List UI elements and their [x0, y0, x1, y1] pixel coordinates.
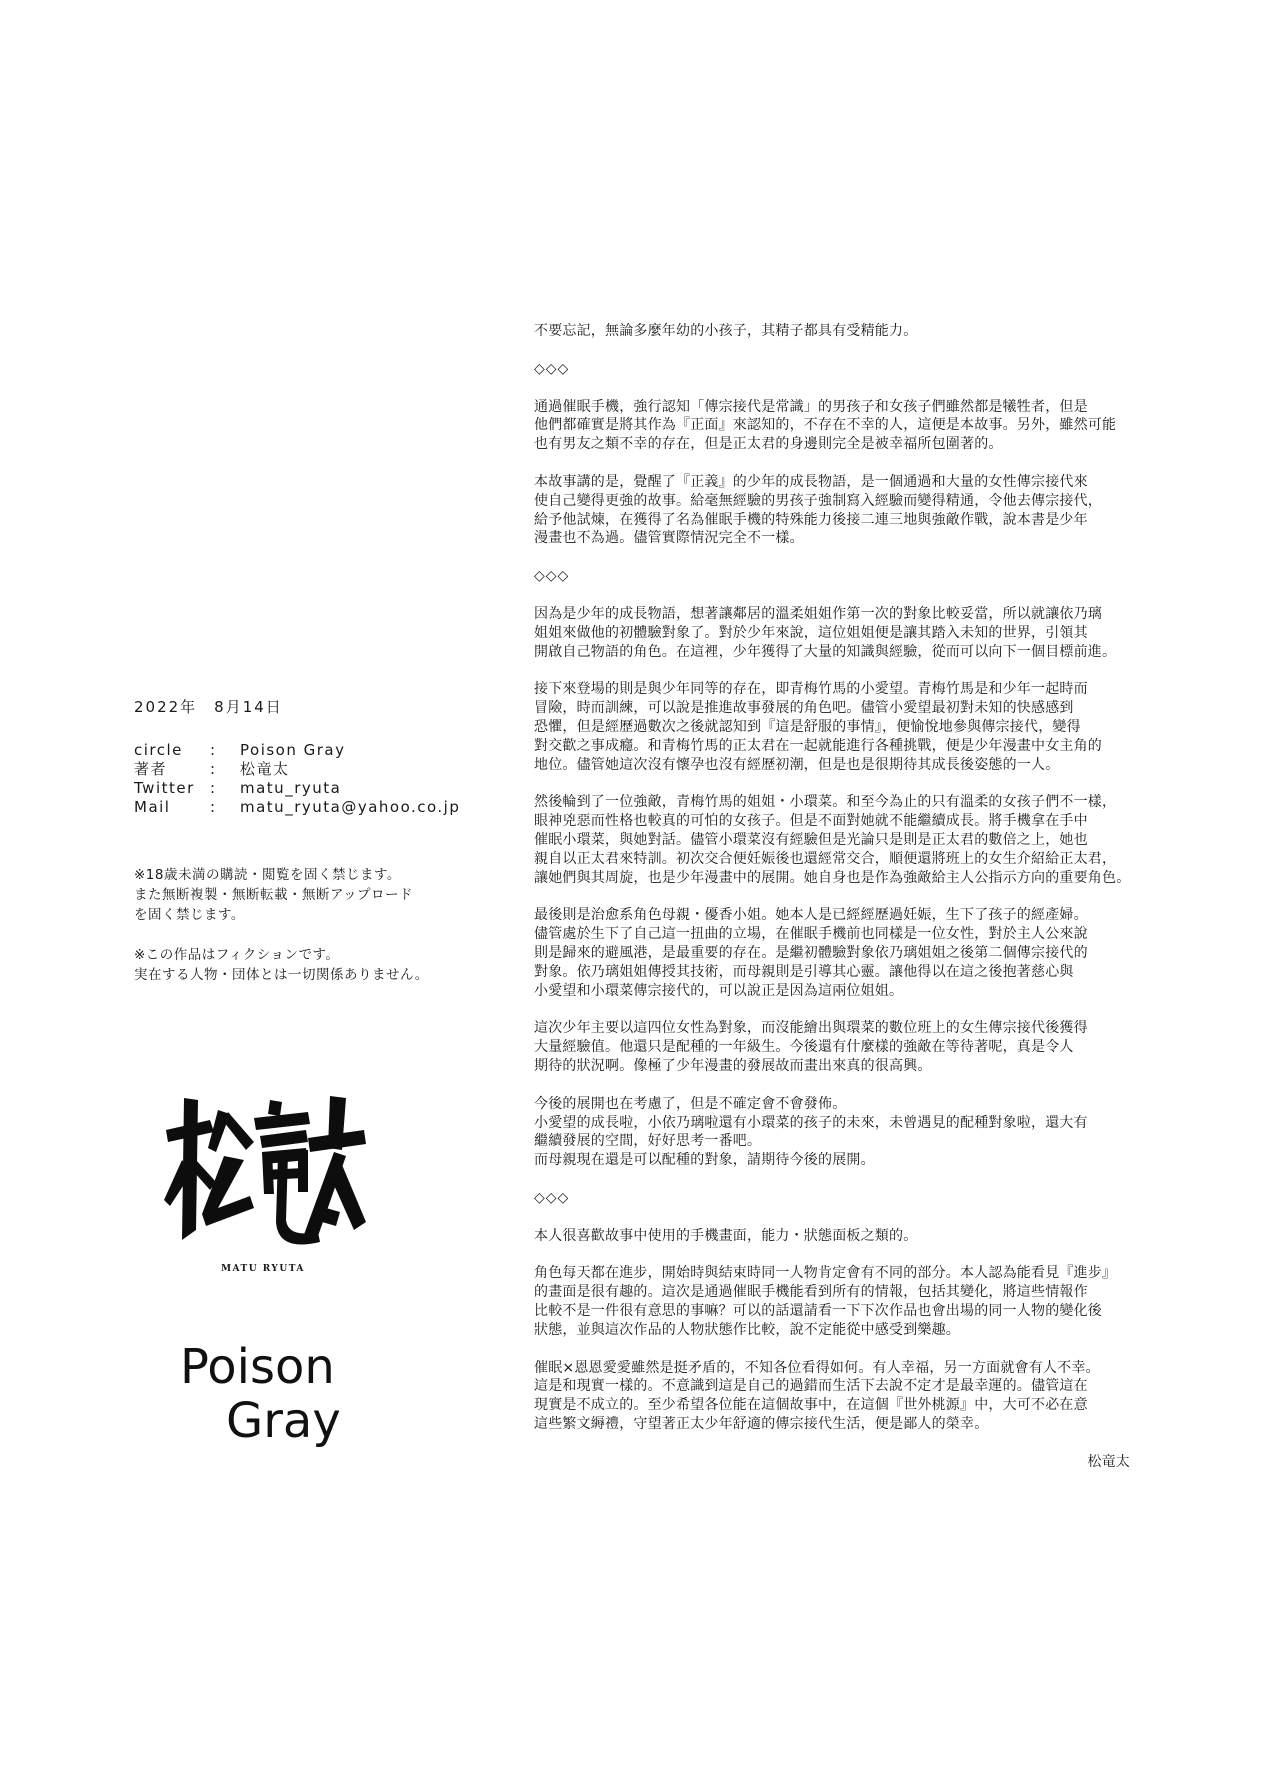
- credit-row-author: [134, 760, 494, 779]
- text-line: 期待的狀況啊。像極了少年漫畫的發展故而畫出來真的很高興。: [534, 1057, 932, 1074]
- text-line: 角色每天都在進步，開始時與結束時同一人物肯定會有不同的部分。本人認為能看見『進步』: [534, 1265, 1117, 1282]
- text-line: 催眠小環菜，與她對話。儘管小環菜沒有經驗但是光論只是則是正太君的數倍之上，她也: [534, 831, 1088, 848]
- text-line: 催眠×恩恩愛愛雖然是挺矛盾的，不知各位看得如何。有人幸福，另一方面就會有人不幸。: [534, 1359, 1100, 1376]
- text-line: 給予他試煉，在獲得了名為催眠手機的特殊能力後接二連三地與強敵作戰，說本書是少年: [534, 511, 1088, 528]
- text-line: 則是歸來的避風港，是最重要的存在。是繼初體驗對象依乃璃姐姐之後第二個傳宗接代的: [534, 944, 1088, 961]
- text-line: 也有男友之類不幸的存在，但是正太君的身邊則完全是被幸福所包圍著的。: [534, 436, 1003, 453]
- notice-line: ※この作品はフィクションです。: [134, 947, 340, 963]
- text-line: 現實是不成立的。至少希望各位能在這個故事中，在這個『世外桃源』中，大可不必在意: [534, 1397, 1088, 1414]
- text-line: 小愛望和小環菜傳宗接代的，可以說正是因為這兩位姐姐。: [534, 982, 904, 999]
- credit-separator: :: [210, 760, 217, 778]
- credit-row-mail: [134, 798, 494, 817]
- text-line: 親自以正太君來特訓。初次交合便妊娠後也還經常交合，順便還將班上的女生介紹給正太君，: [534, 850, 1117, 867]
- brand-line: Gray: [226, 1393, 341, 1449]
- text-line: 而母親現在還是可以配種的對象，請期待今後的展開。: [534, 1152, 875, 1169]
- text-line: 的畫面是很有趣的。這次是通過催眠手機能看到所有的情報，包括其變化，將這些情報作: [534, 1284, 1088, 1301]
- credit-value: Poison Gray: [240, 741, 346, 759]
- afterword-text: [534, 322, 1134, 1472]
- text-line: 大量經驗值。他還只是配種的一年級生。今後還有什麼樣的強敵在等待著呢，真是令人: [534, 1039, 1074, 1056]
- paragraph: [534, 1227, 1134, 1246]
- text-line: 對交歡之事成癮。和青梅竹馬的正太君在一起就能進行各種挑戰，便是少年漫畫中女主角的: [534, 737, 1102, 754]
- notice-line: ※18歳未満の購読・閲覧を固く禁じます。: [134, 867, 401, 883]
- paragraph: [534, 680, 1134, 774]
- section-separator: ◇◇◇: [534, 360, 570, 377]
- legal-notice: [134, 865, 494, 985]
- text-line: 本人很喜歡故事中使用的手機畫面，能力・狀態面板之類的。: [534, 1227, 918, 1244]
- credit-key: Twitter: [134, 779, 195, 797]
- text-line: 眼神兇惡而性格也較真的可怕的女孩子。但是不面對她就不能繼續成長。將手機拿在手中: [534, 813, 1088, 830]
- text-line: 這些繁文縟禮，守望著正太少年舒適的傳宗接代生活，便是鄙人的榮幸。: [534, 1416, 989, 1433]
- notice-line: また無断複製・無断転載・無断アップロード: [134, 887, 414, 903]
- text-line: 比較不是一件很有意思的事嘛？可以的話還請看一下下次作品也會出場的同一人物的變化後: [534, 1303, 1102, 1320]
- text-line: 這次少年主要以這四位女性為對象，而沒能繪出與環菜的數位班上的女生傳宗接代後獲得: [534, 1020, 1088, 1037]
- paragraph: [534, 398, 1134, 454]
- section-separator: ◇◇◇: [534, 568, 570, 585]
- paragraph: [534, 1019, 1134, 1075]
- credit-value: matu_ryuta@yahoo.co.jp: [240, 798, 461, 816]
- logo-caption: MATU RYUTA: [221, 1264, 305, 1274]
- text-line: 這是和現實一樣的。不意識到這是自己的過錯而生活下去說不定才是最幸運的。儘管這在: [534, 1378, 1088, 1395]
- paragraph: [534, 1095, 1134, 1170]
- credit-row-twitter: [134, 779, 494, 798]
- paragraph: [534, 322, 1134, 341]
- text-line: 本故事講的是，覺醒了『正義』的少年的成長物語，是一個通過和大量的女性傳宗接代來: [534, 473, 1088, 490]
- credit-value: matu_ryuta: [240, 779, 342, 797]
- text-line: 接下來登場的則是與少年同等的存在，即青梅竹馬的小愛望。青梅竹馬是和少年一起時而: [534, 681, 1088, 698]
- text-line: 最後則是治愈系角色母親・優香小姐。她本人是已經經歷過妊娠，生下了孩子的經產婦。: [534, 907, 1088, 924]
- text-line: 開啟自己物語的角色。在這裡，少年獲得了大量的知識與經驗，從而可以向下一個目標前進。: [534, 643, 1117, 660]
- text-line: 對象。依乃璃姐姐傳授其技術，而母親則是引導其心靈。讓他得以在這之後抱著慈心與: [534, 963, 1074, 980]
- text-line: 他們都確實是將其作為『正面』來認知的，不存在不幸的人，這便是本故事。另外，雖然可能: [534, 417, 1117, 434]
- text-line: 冒險，時而訓練，可以說是推進故事發展的角色吧。儘管小愛望最初對未知的快感感到: [534, 700, 1074, 717]
- credit-value: 松竜太: [240, 760, 290, 778]
- paragraph: [534, 1264, 1134, 1339]
- text-line: 然後輪到了一位強敵，青梅竹馬的姐姐・小環菜。和至今為止的只有溫柔的女孩子們不一樣，: [534, 794, 1117, 811]
- notice-line: 実在する人物・団体とは一切関係ありません。: [134, 967, 429, 983]
- credit-row-circle: [134, 741, 494, 760]
- credit-key: Mail: [134, 798, 171, 816]
- text-line: 儘管處於生下了自己這一扭曲的立場，在催眠手機前也同樣是一位女性，對於主人公來說: [534, 926, 1088, 943]
- credit-key: 著者: [134, 760, 168, 778]
- credit-key: circle: [134, 741, 183, 759]
- paragraph: [534, 906, 1134, 1000]
- credit-separator: :: [210, 798, 217, 816]
- author-calligraphy-logo: [158, 1090, 368, 1250]
- colophon: [134, 696, 494, 985]
- paragraph: [534, 473, 1134, 548]
- credit-separator: :: [210, 741, 217, 759]
- paragraph: [534, 605, 1134, 661]
- text-line: 繼續發展的空間，好好思考一番吧。: [534, 1133, 762, 1150]
- paragraph: [534, 1359, 1134, 1434]
- brand-line: Poison: [180, 1339, 335, 1395]
- text-line: 地位。儘管她這次沒有懷孕也沒有經歷初潮，但是也是很期待其成長後姿態的一人。: [534, 756, 1060, 773]
- text-line: 使自己變得更強的故事。給毫無經驗的男孩子強制寫入經驗而變得精通，令他去傳宗接代，: [534, 492, 1102, 509]
- text-line: 讓她們與其周旋，也是少年漫畫中的展開。她自身也是作為強敵給主人公指示方向的重要角色。: [534, 869, 1131, 886]
- text-line: 恐懼，但是經歷過數次之後就認知到『這是舒服的事情』，便愉悅地參與傳宗接代，變得: [534, 718, 1081, 735]
- text-line: 因為是少年的成長物語，想著讓鄰居的溫柔姐姐作第一次的對象比較妥當，所以就讓依乃璃: [534, 605, 1102, 622]
- circle-brand: [180, 1340, 341, 1448]
- author-signature: 松竜太: [1087, 1453, 1130, 1470]
- text-line: 狀態，並與這次作品的人物狀態作比較，說不定能從中感受到樂趣。: [534, 1321, 960, 1338]
- text-line: 小愛望的成長啦，小依乃璃啦還有小環菜的孩子的未來，未曾遇見的配種對象啦，還大有: [534, 1114, 1088, 1131]
- text-line: 漫畫也不為過。儘管實際情況完全不一樣。: [534, 530, 804, 547]
- section-separator: ◇◇◇: [534, 1189, 570, 1206]
- credit-separator: :: [210, 779, 217, 797]
- credits-block: [134, 741, 494, 817]
- text-line: 不要忘記，無論多麼年幼的小孩子，其精子都具有受精能力。: [534, 323, 918, 339]
- publication-date: 2022年 8月14日: [134, 698, 283, 716]
- text-line: 姐姐來做他的初體驗對象了。對於少年來說，這位姐姐便是讓其踏入未知的世界，引領其: [534, 624, 1088, 641]
- text-line: 今後的展開也在考慮了，但是不確定會不會發佈。: [534, 1095, 847, 1112]
- text-line: 通過催眠手機，強行認知「傳宗接代是常識」的男孩子和女孩子們雖然都是犧牲者，但是: [534, 398, 1088, 415]
- paragraph: [534, 793, 1134, 887]
- notice-line: を固く禁じます。: [134, 907, 245, 923]
